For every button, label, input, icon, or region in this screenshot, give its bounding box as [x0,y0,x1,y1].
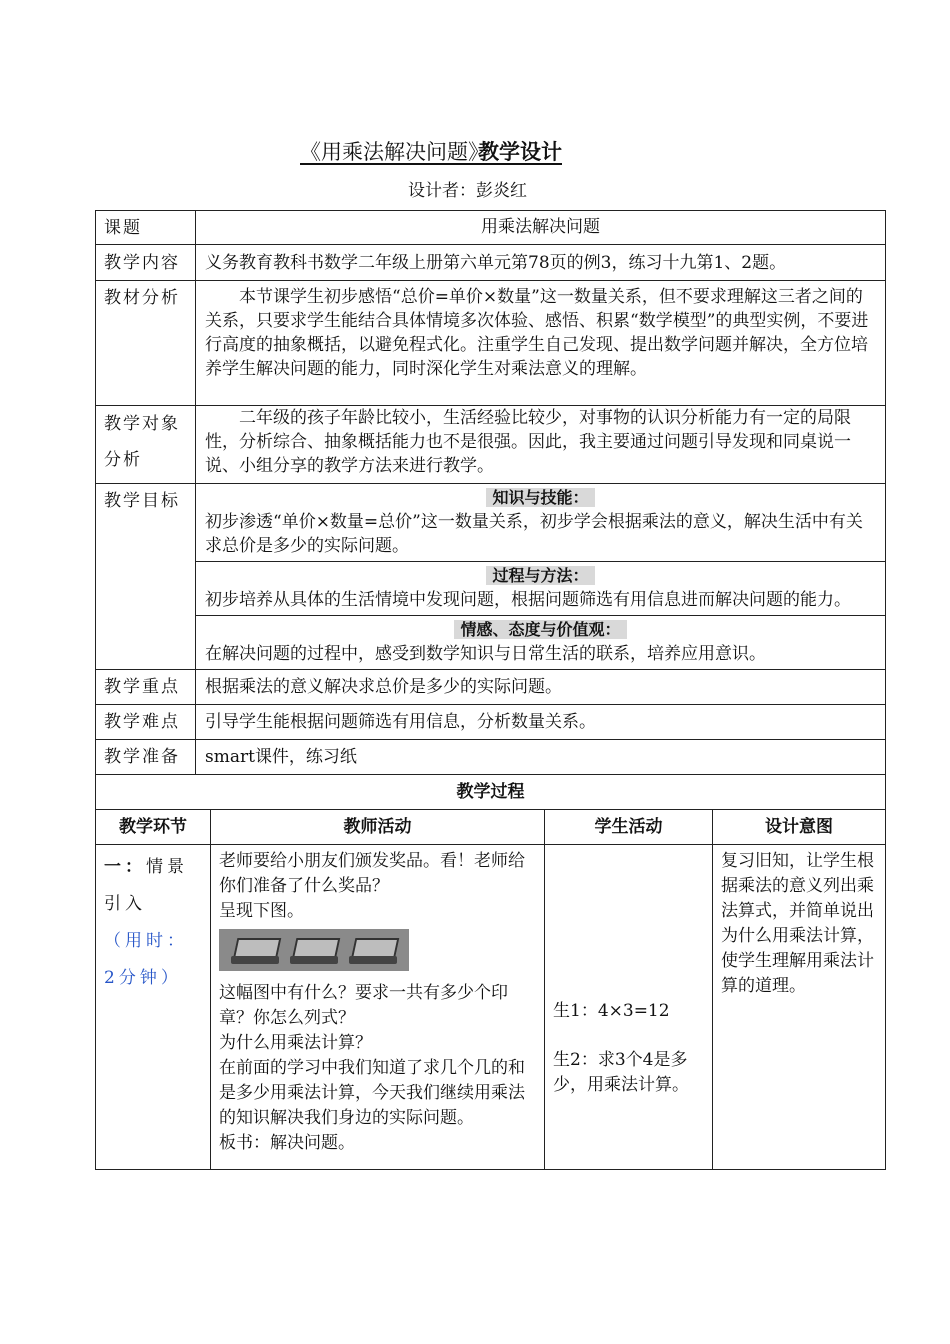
process-header-row [96,810,885,845]
designer-line: 设计者：彭炎红 [408,181,527,201]
header-teacher: 教师活动 [211,810,545,844]
student-answer: 生1：4×3=12 [553,1001,670,1021]
stage-name: 情景引入 [104,857,188,914]
stage-cell [96,845,211,1169]
goal-section [196,484,885,562]
row-label-prep: 教学准备 [96,740,196,774]
header-intent: 设计意图 [765,817,833,837]
table-row [96,740,885,775]
table-row [96,281,885,406]
table-row [96,670,885,705]
table-row-goals [96,484,885,670]
table-row [96,775,885,810]
stage-timing: （用时：2分钟） [104,931,188,988]
teacher-text: 这幅图中有什么？要求一共有多少个印章？你怎么列式？ [219,983,508,1028]
table-row [96,245,885,281]
row-value-prep: smart课件，练习纸 [205,747,357,767]
header-stage: 教学环节 [96,810,211,844]
student-cell [545,845,713,1169]
goal-text: 在解决问题的过程中，感受到数学知识与日常生活的联系，培养应用意识。 [205,644,766,664]
process-title: 教学过程 [456,782,525,802]
goal-text: 初步渗透“单价×数量=总价”这一数量关系，初步学会根据乘法的意义，解决生活中有关求总价是多少的实际问题。 [205,512,863,556]
student-answer: 生2：求3个4是多少，用乘法计算。 [553,1050,689,1095]
teacher-text: 在前面的学习中我们知道了求几个几的和是多少用乘法计算，今天我们继续用乘法的知识解决我们身边的实际问题。 [219,1058,525,1128]
row-label-content: 教学内容 [96,245,196,280]
teacher-cell [211,845,545,1169]
process-row [96,845,885,1169]
row-label-analysis: 教材分析 [96,281,196,405]
goal-text: 初步培养从具体的生活情境中发现问题，根据问题筛选有用信息进而解决问题的能力。 [205,590,851,610]
goal-section [196,616,885,669]
goal-heading: 知识与技能： [486,488,594,507]
row-label-goals: 教学目标 [96,484,196,669]
teacher-text: 老师要给小朋友们颁发奖品。看！老师给你们准备了什么奖品？ [219,851,525,896]
row-value-topic: 用乘法解决问题 [481,217,600,237]
teacher-text: 板书：解决问题。 [219,1133,355,1153]
row-value-students: 二年级的孩子年龄比较小，生活经验比较少，对事物的认识分析能力有一定的局限性，分析综合、抽象概括能力也不是很强。因此，我主要通过问题引导发现和同桌说一说、小组分享的教学方法来进行教学。 [205,408,851,476]
stage-number: 一： [104,857,146,877]
table-row [96,705,885,740]
stamp-icon [290,936,338,964]
row-value-key: 根据乘法的意义解决求总价是多少的实际问题。 [205,677,562,697]
table-row [96,406,885,484]
teacher-text: 为什么用乘法计算？ [219,1033,372,1053]
goal-heading: 情感、态度与价值观： [454,620,626,639]
table-row [96,211,885,245]
header-student: 学生活动 [545,810,713,844]
intent-cell: 复习旧知，让学生根据乘法的意义列出乘法算式，并简单说出为什么用乘法计算，使学生理解用乘法计算的道理。 [721,851,874,996]
title-suffix: 教学设计 [478,140,562,164]
row-value-content: 义务教育教科书数学二年级上册第六单元第78页的例3，练习十九第1、2题。 [205,253,787,273]
row-label-students: 教学对象分析 [96,406,196,483]
row-value-analysis: 本节课学生初步感悟“总价=单价×数量”这一数量关系，但不要求理解这三者之间的关系，只要求学生能结合具体情境多次体验、感悟、积累“数学模型”的典型实例，不要进行高度的抽象概括，以避免程式化。注重学生自己发现、提出数学问题并解决，全方位培养学生解决问题的能力，同时深化学生对乘法意义的理解。 [205,287,869,379]
row-label-topic: 课题 [96,211,196,244]
goal-heading: 过程与方法： [486,566,594,585]
lesson-plan-table [95,210,886,1170]
stamps-image [219,929,409,971]
row-label-difficulty: 教学难点 [96,705,196,739]
teacher-text: 呈现下图。 [219,901,304,921]
goal-section [196,562,885,616]
title-book-name: 《用乘法解决问题》 [300,140,489,164]
stamp-icon [349,936,397,964]
row-value-difficulty: 引导学生能根据问题筛选有用信息，分析数量关系。 [205,712,596,732]
row-label-key: 教学重点 [96,670,196,704]
stamp-icon [231,936,279,964]
goals-container [196,484,885,669]
